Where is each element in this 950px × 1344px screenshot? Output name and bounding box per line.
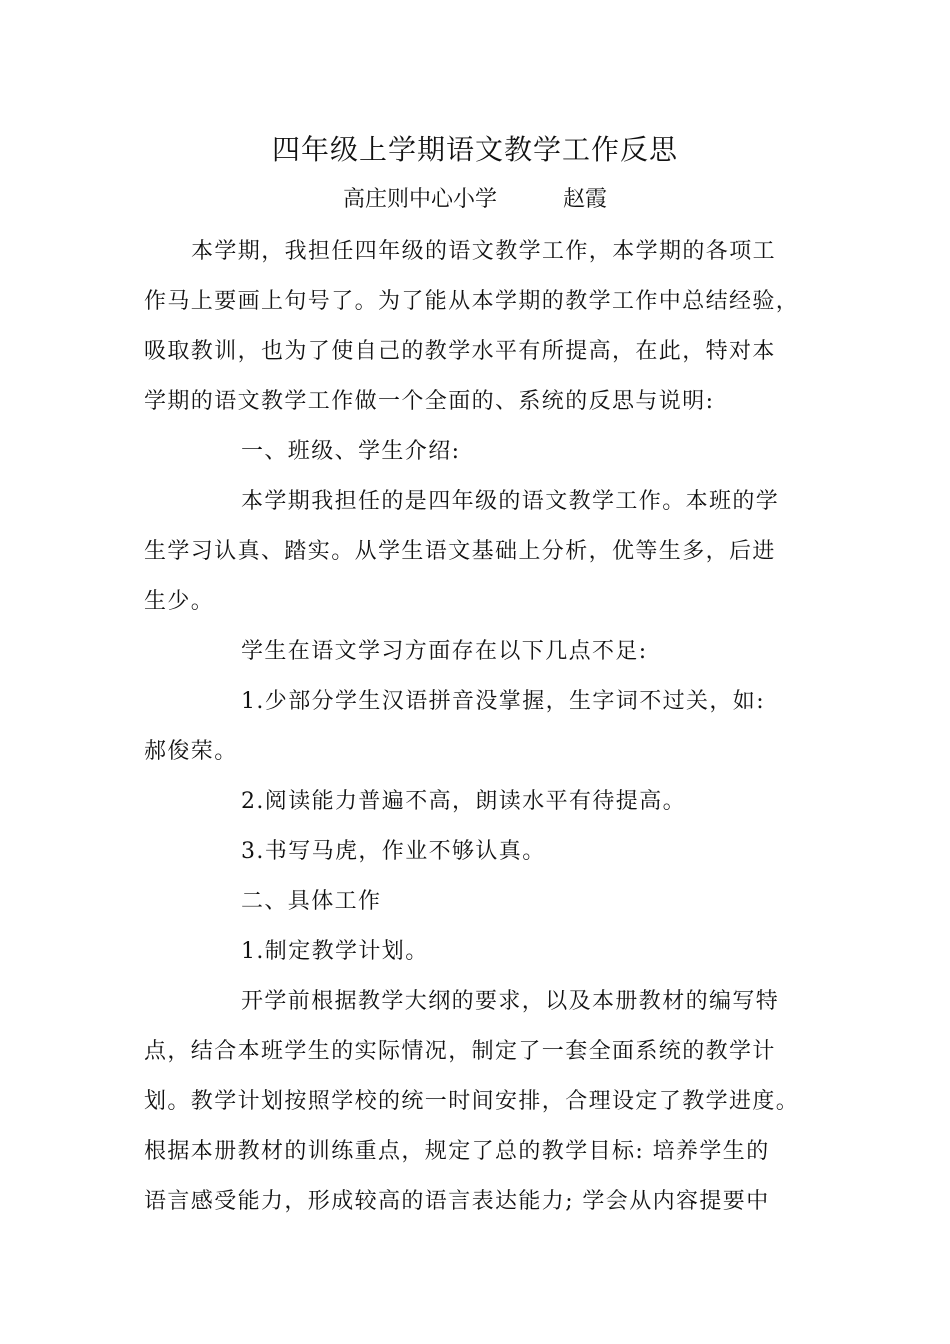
author-line: 高庄则中心小学 赵霞 <box>342 187 607 212</box>
body-line: 划。教学计划按照学校的统一时间安排，合理设定了教学进度。 <box>144 1089 800 1114</box>
document-title: 四年级上学期语文教学工作反思 <box>271 133 678 166</box>
body-line: 本学期，我担任四年级的语文教学工作，本学期的各项工 <box>191 239 777 264</box>
list-item: 2.阅读能力普遍不高，朗读水平有待提高。 <box>241 789 686 814</box>
body-line: 郝俊荣。 <box>144 739 238 764</box>
list-item: 3.书写马虎，作业不够认真。 <box>241 839 546 864</box>
section-heading: 一、班级、学生介绍: <box>241 439 461 464</box>
body-line: 本学期我担任的是四年级的语文教学工作。本班的学 <box>241 489 780 514</box>
body-line: 生少。 <box>144 589 215 614</box>
body-line: 学期的语文教学工作做一个全面的、系统的反思与说明: <box>144 389 715 414</box>
body-line: 根据本册教材的训练重点，规定了总的教学目标: 培养学生的 <box>144 1139 770 1164</box>
body-line: 点，结合本班学生的实际情况，制定了一套全面系统的教学计 <box>144 1039 776 1064</box>
section-heading: 二、具体工作 <box>241 889 382 914</box>
body-line: 开学前根据教学大纲的要求，以及本册教材的编写特 <box>241 989 780 1014</box>
body-line: 吸取教训，也为了使自己的教学水平有所提高，在此，特对本 <box>144 339 776 364</box>
body-line: 作马上要画上句号了。为了能从本学期的教学工作中总结经验， <box>144 289 800 314</box>
list-item: 1.制定教学计划。 <box>241 939 429 964</box>
list-item: 1.少部分学生汉语拼音没掌握，生字词不过关，如: <box>241 689 766 714</box>
body-line: 生学习认真、踏实。从学生语文基础上分析，优等生多，后进 <box>144 539 776 564</box>
body-line: 语言感受能力，形成较高的语言表达能力; 学会从内容提要中 <box>144 1189 770 1214</box>
body-line: 学生在语文学习方面存在以下几点不足: <box>241 639 648 664</box>
